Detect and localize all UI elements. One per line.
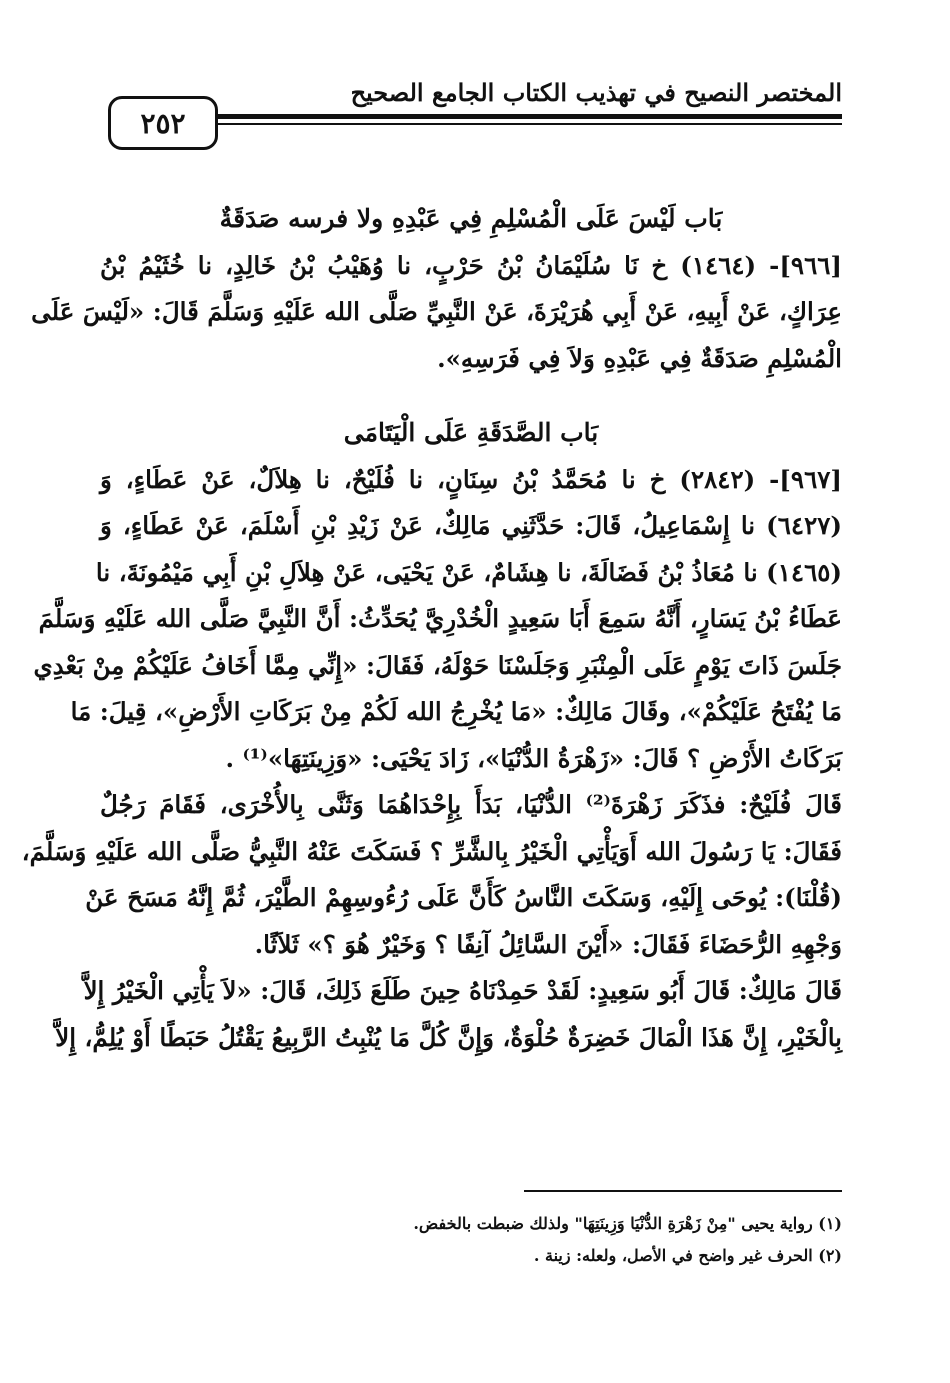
page-header [108, 78, 842, 148]
header-rule-thin [108, 123, 842, 125]
text-line: قَالَ مَالِكٌ: قَالَ أَبُو سَعِيدٍ: لَقَدْ حَمِدْنَاهُ حِينَ طَلَعَ ذَلِكَ، قَالَ: «لاَ يَأْتِي الْخَيْرُ إِلاَّ [83, 976, 842, 1005]
book-title: المختصر النصيح في تهذيب الكتاب الجامع الصحيح [350, 78, 842, 107]
text-line: (٦٤٢٧) نا إِسْمَاعِيلُ، قَالَ: حَدَّثَنِي مَالِكٌ، عَنْ زَيْدِ بْنِ أَسْلَمَ، عَنْ عَطَاءٍ، وَ [100, 511, 842, 540]
text-line: [٩٦٧]- (٢٨٤٢) خ نا مُحَمَّدُ بْنُ سِنَانٍ، نا فُلَيْحٌ، نا هِلاَلٌ، عَنْ عَطَاءٍ، وَ [100, 464, 842, 494]
narration-paragraph [21, 782, 842, 968]
footnote: (٢) الحرف غير واضح في الأصل، ولعله: زينة . [533, 1246, 842, 1265]
text-line: وَجْهِهِ الرُّحَضَاءَ فَقَالَ: «أَيْنَ السَّائِلُ آنِفًا ؟ وَخَيْرٌ هُوَ ؟» ثَلاَثًا. [254, 929, 842, 959]
text-line: بِالْخَيْرِ، إِنَّ هَذَا الْمَالَ خَضِرَةٌ حُلْوَةٌ، وَإِنَّ كُلَّ مَا يُنْبِتُ الرَّبِيعُ يَقْتُلُ حَبَطًا أَوْ يُلِمُّ، إِلاَّ [55, 1022, 842, 1052]
text-line: عِرَاكٍ، عَنْ أَبِيهِ، عَنْ أَبِي هُرَيْرَةَ، عَنْ النَّبِيِّ صَلَّى الله عَلَيْهِ وَسَلَّمَ قَالَ: «لَيْسَ عَلَى [31, 297, 842, 326]
footnote: (١) رواية يحيى "مِنْ زَهْرَةِ الدُّنْيَا وَزِينَتِهَا" ولذلك ضبطت بالخفض. [413, 1214, 842, 1233]
text-line: (١٤٦٥) نا مُعَاذُ بْنُ فَضَالَةَ، نا هِشَامٌ، عَنْ يَحْيَى، عَنْ هِلاَلِ بْنِ أَبِي مَيْمُونَةَ، نا [95, 557, 842, 587]
hadith-paragraph [31, 243, 842, 383]
header-rule-thick [108, 114, 842, 119]
text-line: فَقَالَ: يَا رَسُولَ الله أَوَيَأْتِي الْخَيْرُ بِالشَّرِّ ؟ فَسَكَتَ عَنْهُ النَّبِيُّ صَلَّى الله عَلَيْهِ وَسَلَّمَ، [21, 836, 842, 866]
chapter-heading: بَاب الصَّدَقَةِ عَلَى الْيَتَامَى [343, 418, 599, 447]
hadith-paragraph [33, 457, 842, 783]
footnote-separator [524, 1190, 842, 1192]
page-body [21, 196, 842, 1061]
text-line: الْمُسْلِمِ صَدَقَةٌ فِي عَبْدِهِ وَلاَ فِي فَرَسِهِ». [437, 343, 842, 373]
text-line: قَالَ فُلَيْحٌ: فذَكَرَ زَهْرَةَ⁽²⁾ الدُّنْيَا، بَدَأَ بِإِحْدَاهُمَا وَثَنَّى بِالأُخْرَى، فَقَامَ رَجُلٌ [100, 790, 842, 819]
text-line: عَطَاءُ بْنُ يَسَارٍ، أَنَّهُ سَمِعَ أَبَا سَعِيدٍ الْخُدْرِيَّ يُحَدِّثُ: أَنَّ النَّبِيَّ صَلَّى الله عَلَيْهِ وَسَلَّمَ [38, 604, 842, 633]
text-line: مَا يُفْتَحُ عَلَيْكُمْ»، وقَالَ مَالِكٌ: «مَا يُخْرِجُ الله لَكُمْ مِنْ بَرَكَاتِ الأَرْضِ»، قِيلَ: مَا [70, 697, 842, 726]
page-number: ٢٥٢ [108, 96, 218, 150]
text-line: [٩٦٦]- (١٤٦٤) خ نَا سُلَيْمَانُ بْنُ حَرْبٍ، نا وُهَيْبُ بْنُ خَالِدٍ، نا خُثَيْمُ بْنُ [100, 250, 842, 280]
narration-paragraph [55, 968, 842, 1061]
text-line: بَرَكَاتُ الأَرْضِ ؟ قَالَ: «زَهْرَةُ الدُّنْيَا»، زَادَ يَحْيَى: «وَزِينَتِهَا»⁽¹⁾ . [225, 743, 842, 773]
footnotes [300, 1208, 842, 1272]
chapter-heading: بَاب لَيْسَ عَلَى الْمُسْلِمِ فِي عَبْدِهِ ولا فرسه صَدَقَةٌ [219, 204, 723, 233]
text-line: جَلَسَ ذَاتَ يَوْمٍ عَلَى الْمِنْبَرِ وَجَلَسْنَا حَوْلَهُ، فَقَالَ: «إِنِّي مِمَّا أَخَافُ عَلَيْكُمْ مِنْ بَعْدِي [33, 650, 842, 680]
text-line: (قُلْنَا): يُوحَى إِلَيْهِ، وَسَكَتَ النَّاسُ كَأَنَّ عَلَى رُءُوسِهِمْ الطَّيْرَ، ثُمَّ إِنَّهُ مَسَحَ عَنْ [85, 883, 842, 912]
